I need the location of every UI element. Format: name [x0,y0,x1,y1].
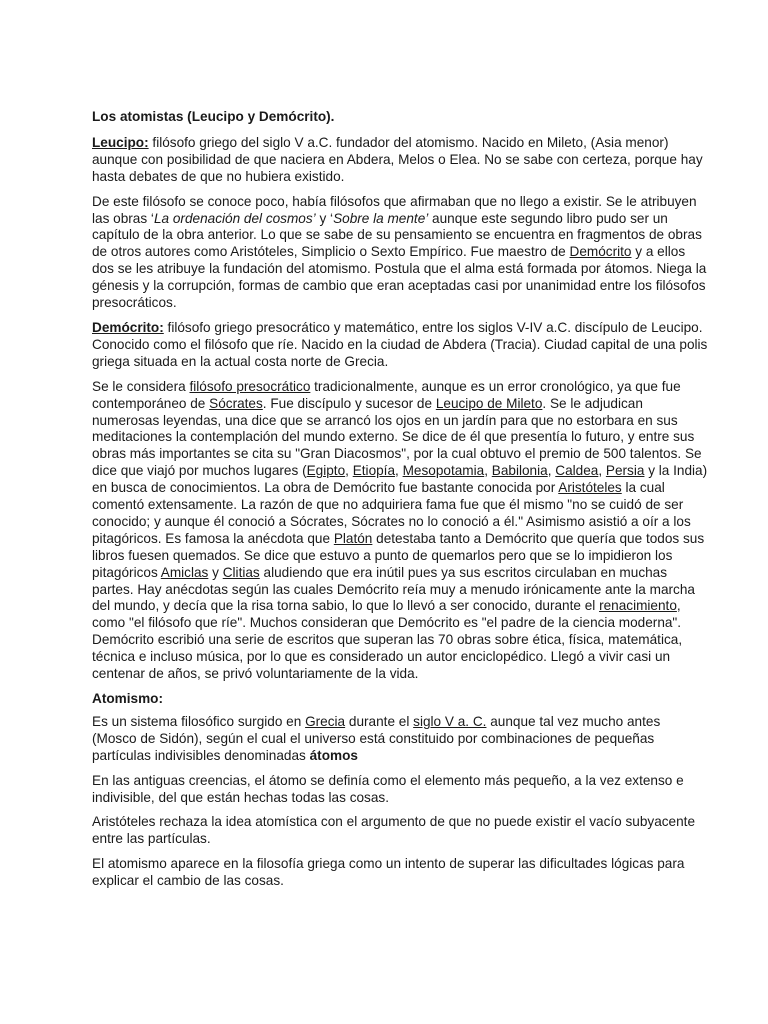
text-run: y a ellos dos se les atribuye la fundación del atomismo. Postula que el alma está formada por átomos. Niega la génesis y la corrupción, formas de cambio que eran aceptadas casi por unanimidad entre los filósofos presocráticos. [92,244,707,311]
text-run: , [547,463,556,479]
text-run: tradicionalmente, aunque es un error cronológico, ya que fue contemporáneo de [92,378,681,411]
text-run: . Se le adjudican numerosas leyendas, una dice que se arrancó los ojos en un jardín para que no estorbara en sus meditaciones la contemplación del mundo externo. Se dice de él que presentía lo futuro, y entre sus obras más importantes se cita su "Gran Diacosmos", por la cual obtuvo el premio de 500 talentos. Se dice que viajó por muchos lugares ( [92,395,702,479]
text-run: El atomismo aparece en la filosofía griega como un intento de superar las dificultades lógicas para explicar el cambio de las cosas. [92,856,685,889]
text-run: Aristóteles rechaza la idea atomística con el argumento de que no puede existir el vacío subyacente entre las partículas. [92,814,696,847]
heading-text: Atomismo: [92,691,163,706]
italic-text: Sobre la mente’ [333,210,429,226]
italic-text: La ordenación del cosmos’ [153,210,316,226]
text-run: , como "el filósofo que ríe". Muchos consideran que Demócrito es "el padre de la ciencia moderna". Demócrito escribió una serie de escritos que superan las 70 obras sobre ética, física, matemática, técnica e incluso música, por lo que es considerado un autor enciclopédico. Llegó a vivir casi un centenar de años, se privó voluntariamente de la vida. [92,598,683,682]
text-run: aunque este segundo libro pudo ser un capítulo de la obra anterior. Lo que se sabe de su pensamiento se encuentra en fragmentos de obras de otros autores como Aristóteles, Simplicio o Sexto Empírico. Fue maestro de [92,210,702,260]
text-run: . Fue discípulo y sucesor de [262,395,436,411]
text-run: , [395,463,403,479]
hyperlink[interactable]: Grecia [305,713,346,729]
text-run: Es un sistema filosófico surgido en [92,713,306,729]
hyperlink[interactable]: Etiopía [352,463,396,479]
paragraph [92,814,708,848]
text-run: la cual comentó extensamente. La razón de que no adquiriera fama fue que él mismo "no se cuidó de ser conocido; y aunque él conoció a Sócrates, Sócrates no lo conoció a él." Asimismo asistió a oír a los pitagóricos. Es famosa la anécdota que [92,480,691,546]
hyperlink[interactable]: Caldea [555,463,599,479]
hyperlink[interactable]: Platón [333,530,373,546]
hyperlink[interactable]: Persia [605,463,645,479]
hyperlink[interactable]: Sócrates [209,395,263,411]
text-run: filósofo griego presocrático y matemático, entre los siglos V-IV a.C. discípulo de Leucipo. Conocido como el filósofo que ríe. Nacido en la ciudad de Abdera (Tracia). Ciudad capital de una polis griega situada en la actual costa norte de Grecia. [92,319,708,369]
text-run: durante el [345,713,414,729]
text-run: De este filósofo se conoce poco, había filósofos que afirmaban que no llego a existir. Se le atribuyen las obras ‘ [92,193,697,226]
paragraph [92,320,708,371]
bold-text: átomos [309,747,358,763]
paragraphs-container [92,135,708,890]
paragraph [92,714,708,765]
section-heading [92,691,708,708]
term-label: Leucipo: [92,134,149,150]
text-run: aunque tal vez mucho antes (Mosco de Sidón), según el cual el universo está constituido por combinaciones de pequeñas partículas indivisibles denominadas [92,713,661,763]
hyperlink[interactable]: Leucipo de Mileto [435,395,543,411]
hyperlink[interactable]: Clitias [222,564,260,580]
text-run: Se le considera [92,378,190,394]
paragraph [92,773,708,807]
text-run: En las antiguas creencias, el átomo se definía como el elemento más pequeño, a la vez extenso e indivisible, del que están hechas todas las cosas. [92,772,684,805]
hyperlink[interactable]: Egipto [306,463,346,479]
paragraph [92,135,708,186]
text-run: y ‘ [315,210,334,226]
hyperlink[interactable]: renacimiento [599,598,677,614]
text-run: detestaba tanto a Demócrito que quería que todos sus libros fuesen quemados. Se dice que estuvo a punto de quemarlos pero que se lo impidieron los pitagóricos [92,530,705,580]
paragraph [92,194,708,312]
paragraph [92,856,708,890]
term-label: Demócrito: [92,319,164,335]
hyperlink[interactable]: Aristóteles [558,480,622,496]
hyperlink[interactable]: filósofo presocrático [189,378,311,394]
text-run: , [484,463,492,479]
text-run: , [598,463,606,479]
paragraph [92,379,708,683]
hyperlink[interactable]: Demócrito [569,244,632,260]
document-body [92,109,708,890]
text-run: y la India) en busca de conocimientos. La obra de Demócrito fue bastante conocida por [92,463,708,496]
text-run: aludiendo que era inútil pues ya sus escritos circulaban en muchas partes. Hay anécdotas según las cuales Demócrito reía muy a menudo irónicamente ante la marcha del mundo, y decía que la risa torna sabio, lo que lo llevó a ser conocido, durante el [92,564,695,614]
document-title: Los atomistas (Leucipo y Demócrito). [92,109,335,124]
text-run: , [345,463,353,479]
hyperlink[interactable]: Mesopotamia [402,463,485,479]
text-run: filósofo griego del siglo V a.C. fundador del atomismo. Nacido en Mileto, (Asia menor) aunque con posibilidad de que naciera en Abdera, Melos o Elea. No se sabe con certeza, porque hay hasta debates de que no hubiera existido. [92,134,703,184]
text-run: y [208,564,223,580]
hyperlink[interactable]: Amiclas [160,564,209,580]
hyperlink[interactable]: siglo V a. C. [413,713,487,729]
hyperlink[interactable]: Babilonia [491,463,548,479]
